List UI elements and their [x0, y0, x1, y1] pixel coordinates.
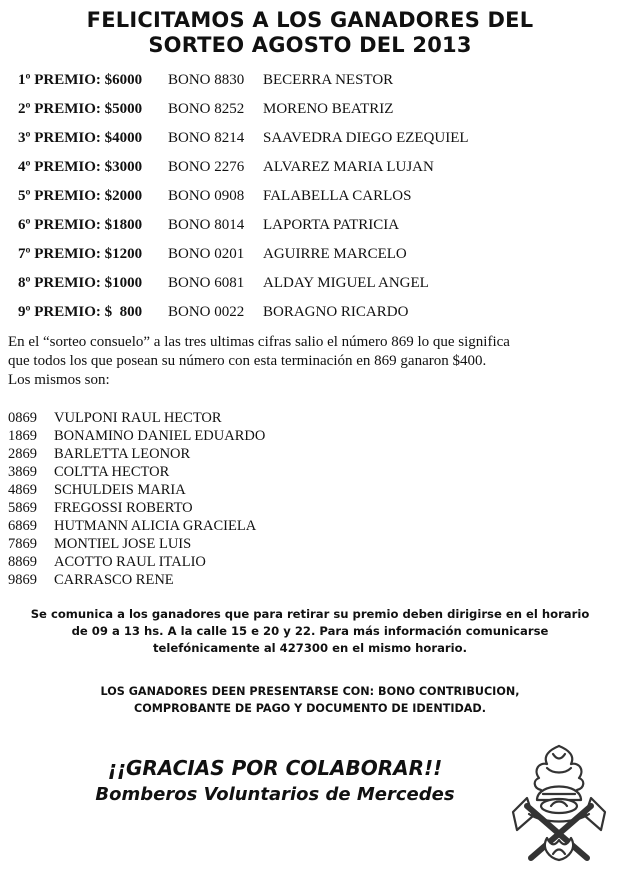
requirements-line-2: COMPROBANTE DE PAGO Y DOCUMENTO DE IDENTIDAD.: [134, 702, 486, 715]
notice-line-3: telefónicamente al 427300 en el mismo horario.: [153, 641, 467, 655]
winner-row: [8, 481, 408, 499]
winner-row: [8, 517, 408, 535]
winner-number: 3869: [8, 463, 37, 480]
notice-line-2: de 09 a 13 hs. A la calle 15 e 20 y 22. Para más información comunicarse: [71, 624, 549, 638]
prize-bono: BONO 0908: [168, 188, 245, 204]
winner-name: SCHULDEIS MARIA: [54, 481, 186, 498]
winner-row: [8, 499, 408, 517]
winner-row: [8, 445, 408, 463]
prize-bono: BONO 2276: [168, 159, 245, 175]
winner-number: 6869: [8, 517, 37, 534]
winner-number: 4869: [8, 481, 37, 498]
consuelo-winner-list: [8, 409, 408, 589]
consuelo-paragraph: [8, 333, 608, 390]
winner-name: BARLETTA LEONOR: [54, 445, 191, 462]
prize-row: [18, 298, 598, 327]
prize-winner: ALDAY MIGUEL ANGEL: [263, 275, 429, 291]
organization-name: Bomberos Voluntarios de Mercedes: [95, 784, 455, 805]
prize-label: 2º PREMIO: $5000: [18, 101, 143, 117]
winner-row: [8, 553, 408, 571]
winner-row: [8, 535, 408, 553]
page-title: [0, 0, 620, 58]
prize-row: [18, 124, 598, 153]
prize-bono: BONO 0201: [168, 246, 245, 262]
thanks-block: [60, 754, 490, 808]
prize-row: [18, 95, 598, 124]
winner-number: 9869: [8, 571, 37, 588]
winner-name: COLTTA HECTOR: [54, 463, 170, 480]
prize-winner: AGUIRRE MARCELO: [263, 246, 407, 262]
prize-winner: LAPORTA PATRICIA: [263, 217, 400, 233]
prize-list: [18, 66, 598, 327]
prize-bono: BONO 0022: [168, 304, 245, 320]
consuelo-line-2: que todos los que posean su número con esta terminación en 869 ganaron $400.: [8, 353, 487, 369]
prize-label: 6º PREMIO: $1800: [18, 217, 143, 233]
title-line-1: FELICITAMOS A LOS GANADORES DEL: [86, 8, 534, 32]
prize-label: 1º PREMIO: $6000: [18, 72, 143, 88]
prize-winner: ALVAREZ MARIA LUJAN: [263, 159, 434, 175]
winner-name: BONAMINO DANIEL EDUARDO: [54, 427, 266, 444]
prize-row: [18, 66, 598, 95]
prize-winner: SAAVEDRA DIEGO EZEQUIEL: [263, 130, 469, 146]
winner-row: [8, 427, 408, 445]
requirements-notice: [8, 683, 612, 717]
winner-number: 8869: [8, 553, 37, 570]
prize-winner: FALABELLA CARLOS: [263, 188, 412, 204]
winner-name: VULPONI RAUL HECTOR: [54, 409, 222, 426]
prize-row: [18, 240, 598, 269]
firefighter-emblem-icon: [503, 742, 615, 868]
winner-name: HUTMANN ALICIA GRACIELA: [54, 517, 257, 534]
winner-name: ACOTTO RAUL ITALIO: [54, 553, 206, 570]
winner-row: [8, 571, 408, 589]
winner-number: 1869: [8, 427, 37, 444]
winner-row: [8, 409, 408, 427]
winner-name: FREGOSSI ROBERTO: [54, 499, 193, 516]
prize-winner: BECERRA NESTOR: [263, 72, 394, 88]
winner-number: 2869: [8, 445, 37, 462]
prize-row: [18, 211, 598, 240]
winner-number: 7869: [8, 535, 37, 552]
notice-line-1: Se comunica a los ganadores que para retirar su premio deben dirigirse en el horario: [30, 607, 590, 621]
prize-label: 3º PREMIO: $4000: [18, 130, 143, 146]
winner-name: MONTIEL JOSE LUIS: [54, 535, 192, 552]
prize-row: [18, 269, 598, 298]
prize-winner: BORAGNO RICARDO: [263, 304, 409, 320]
requirements-line-1: LOS GANADORES DEEN PRESENTARSE CON: BONO CONTRIBUCION,: [100, 685, 520, 698]
winner-number: 5869: [8, 499, 37, 516]
winner-number: 0869: [8, 409, 37, 426]
prize-label: 5º PREMIO: $2000: [18, 188, 143, 204]
prize-label: 7º PREMIO: $1200: [18, 246, 143, 262]
prize-bono: BONO 8830: [168, 72, 245, 88]
prize-row: [18, 153, 598, 182]
prize-label: 4º PREMIO: $3000: [18, 159, 143, 175]
prize-row: [18, 182, 598, 211]
prize-winner: MORENO BEATRIZ: [263, 101, 394, 117]
pickup-notice: [8, 606, 612, 657]
winner-row: [8, 463, 408, 481]
thanks-heading: ¡¡GRACIAS POR COLABORAR!!: [107, 756, 443, 780]
prize-bono: BONO 8214: [168, 130, 245, 146]
title-line-2: SORTEO AGOSTO DEL 2013: [148, 33, 472, 57]
prize-bono: BONO 8014: [168, 217, 245, 233]
prize-label: 9º PREMIO: $ 800: [18, 304, 143, 320]
consuelo-line-3: Los mismos son:: [8, 372, 110, 388]
prize-bono: BONO 6081: [168, 275, 245, 291]
prize-label: 8º PREMIO: $1000: [18, 275, 143, 291]
winner-name: CARRASCO RENE: [54, 571, 174, 588]
consuelo-line-1: En el “sorteo consuelo” a las tres ultimas cifras salio el número 869 lo que significa: [8, 334, 510, 350]
prize-bono: BONO 8252: [168, 101, 245, 117]
